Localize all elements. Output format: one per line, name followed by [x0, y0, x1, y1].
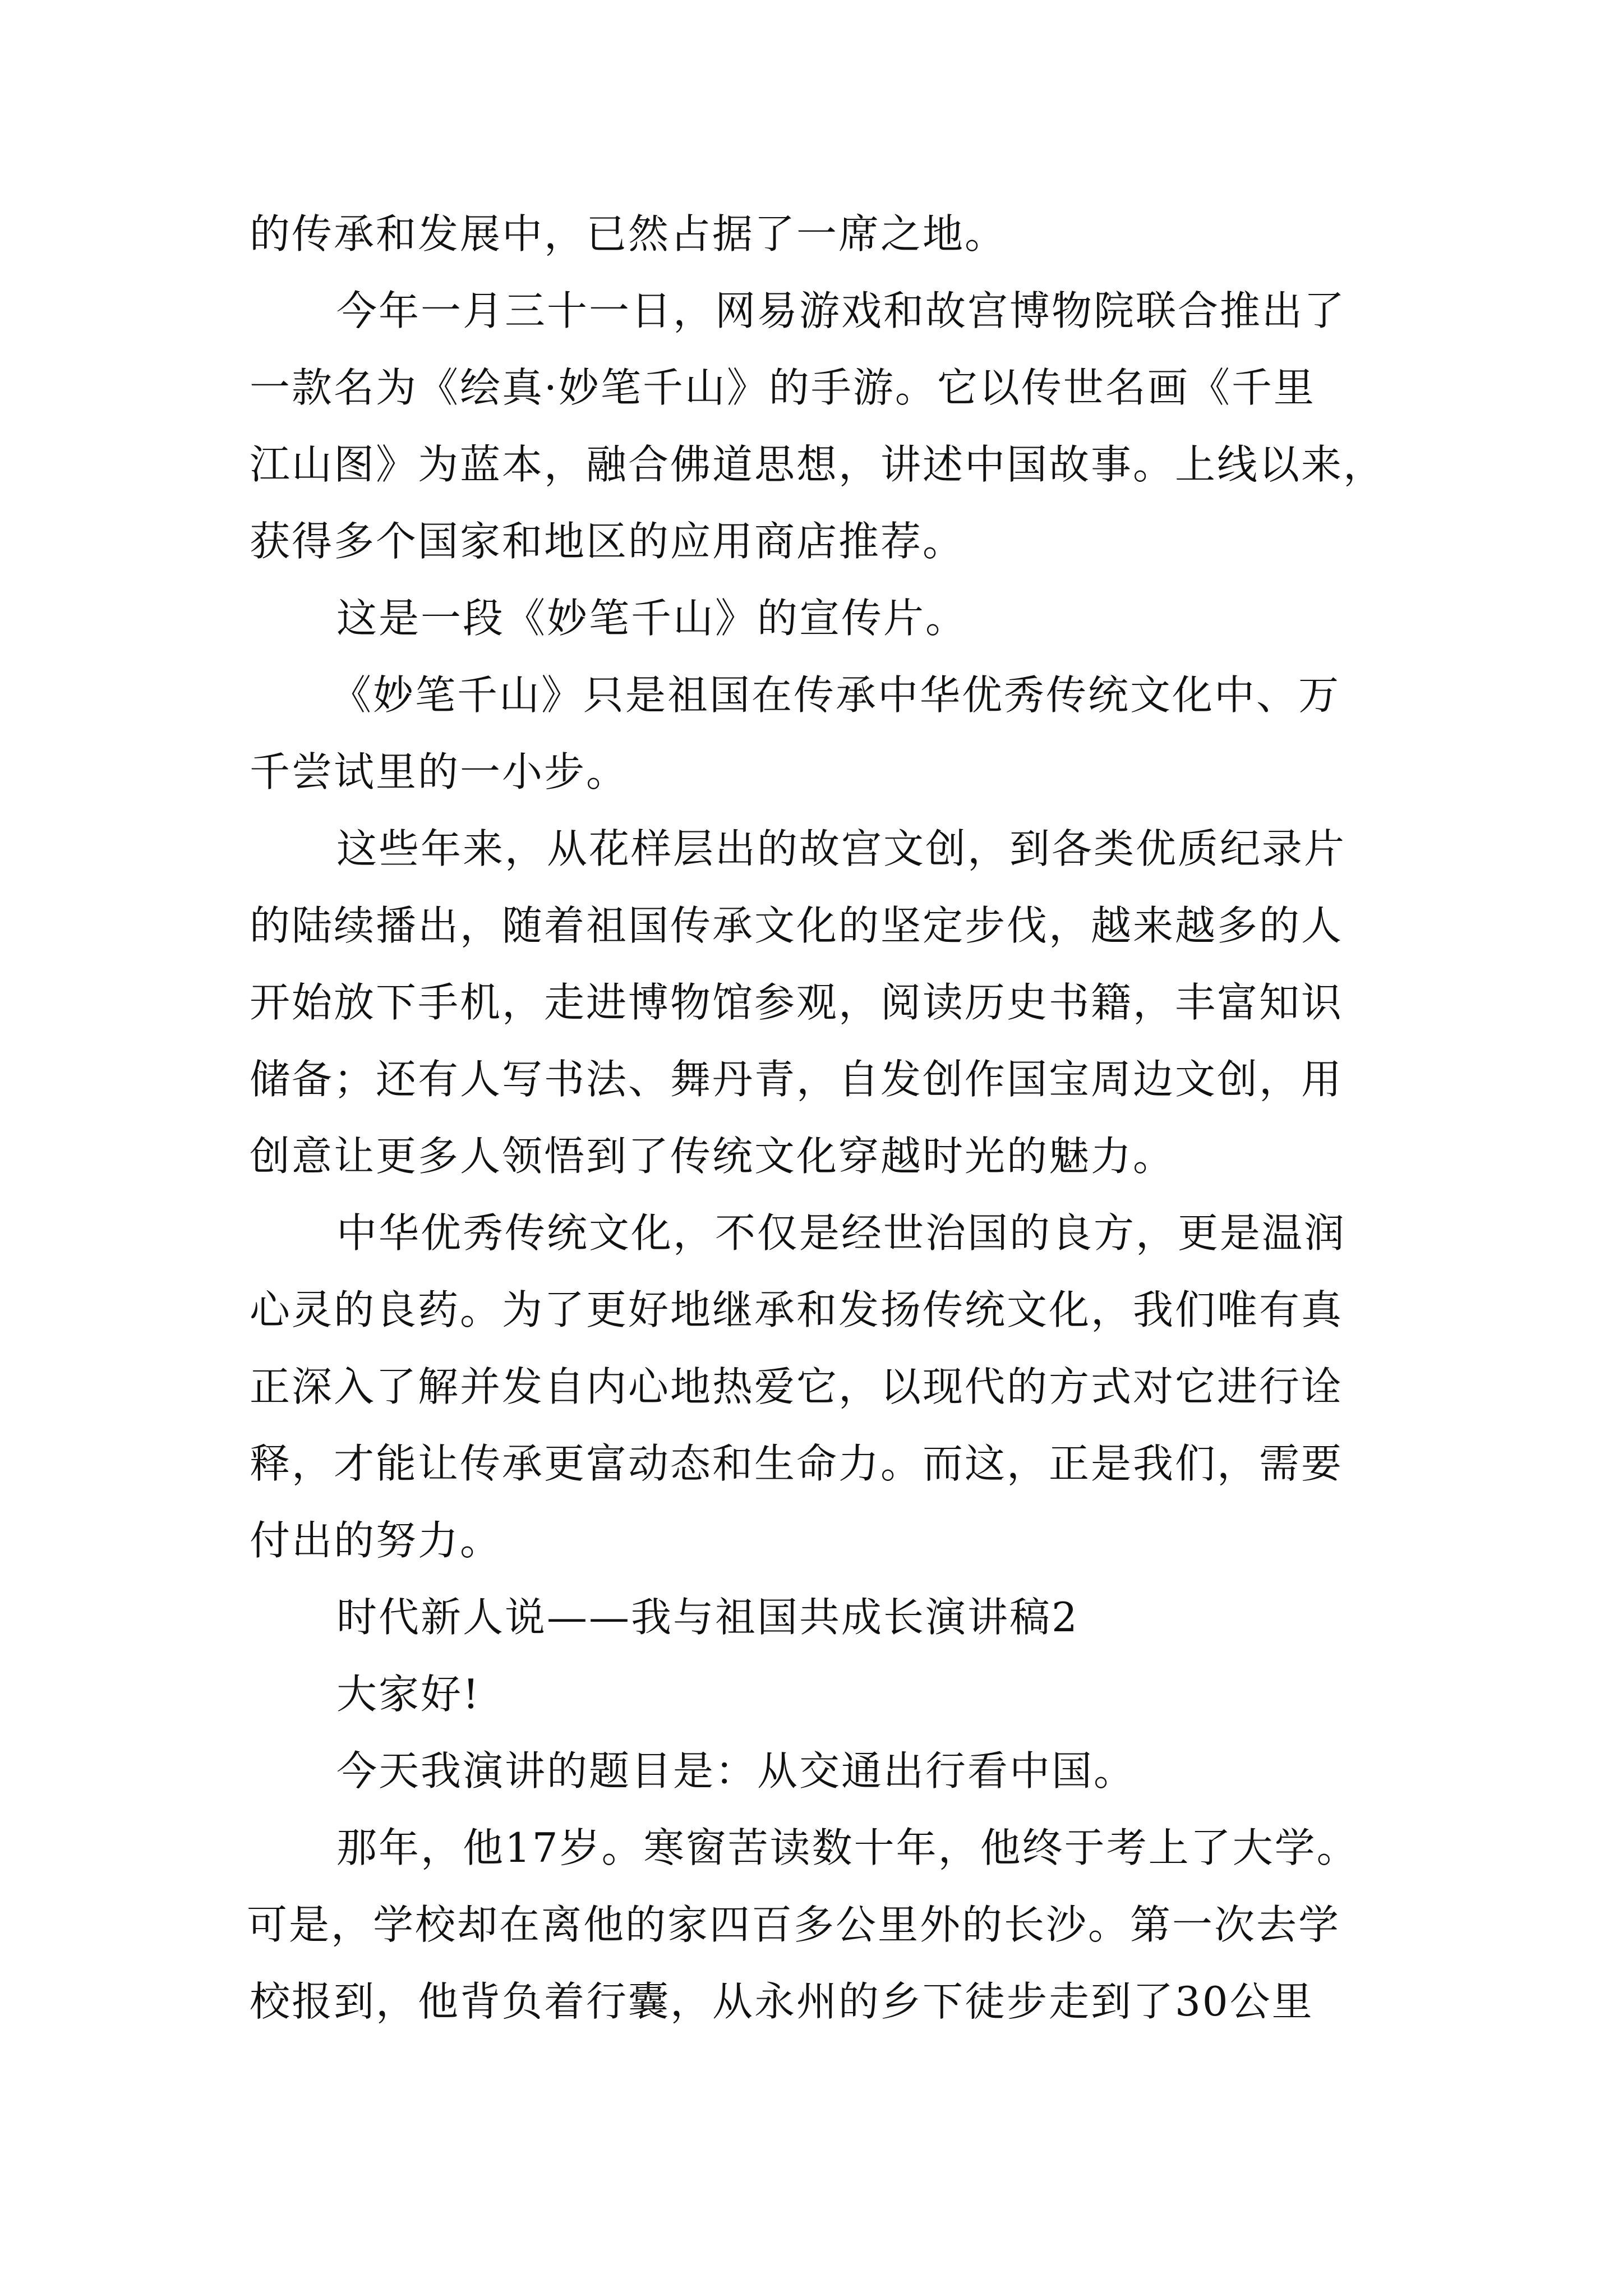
text-line-12: 储备；还有人写书法、舞丹青，自发创作国宝周边文创，用: [250, 1056, 1344, 1103]
section-heading: 时代新人说——我与祖国共成长演讲稿2: [336, 1594, 1079, 1641]
text-line-8: 千尝试里的一小步。: [250, 748, 629, 795]
text-line-10: 的陆续播出，随着祖国传承文化的坚定步伐，越来越多的人: [250, 902, 1344, 949]
text-line-17: 释，才能让传承更富动态和生命力。而这，正是我们，需要: [250, 1440, 1344, 1487]
text-line-22: 那年，他17岁。寒窗苦读数十年，他终于考上了大学。: [336, 1824, 1359, 1871]
greeting-line: 大家好!: [336, 1671, 481, 1718]
text-line-5: 获得多个国家和地区的应用商店推荐。: [250, 518, 965, 565]
text-line-2: 今年一月三十一日，网易游戏和故宫博物院联合推出了: [336, 287, 1347, 334]
text-line-14: 中华优秀传统文化，不仅是经世治国的良方，更是温润: [336, 1209, 1347, 1257]
text-line-18: 付出的努力。: [250, 1517, 502, 1564]
text-line-3: 一款名为《绘真·妙笔千山》的手游。它以传世名画《千里: [250, 364, 1316, 411]
text-line-4: 江山图》为蓝本，融合佛道思想，讲述中国故事。上线以来，: [250, 441, 1386, 488]
text-line-23: 可是，学校却在离他的家四百多公里外的长沙。第一次去学: [247, 1901, 1341, 1948]
text-line-15: 心灵的良药。为了更好地继承和发扬传统文化，我们唯有真: [250, 1286, 1344, 1333]
text-line-16: 正深入了解并发自内心地热爱它，以现代的方式对它进行诠: [250, 1363, 1344, 1410]
text-line-1: 的传承和发展中，已然占据了一席之地。: [250, 210, 1007, 257]
text-line-6: 这是一段《妙笔千山》的宣传片。: [336, 595, 968, 642]
text-line-13: 创意让更多人领悟到了传统文化穿越时光的魅力。: [250, 1133, 1175, 1180]
text-line-7: 《妙笔千山》只是祖国在传承中华优秀传统文化中、万: [331, 671, 1341, 719]
text-line-9: 这些年来，从花样层出的故宫文创，到各类优质纪录片: [336, 825, 1347, 872]
text-line-11: 开始放下手机，走进博物馆参观，阅读历史书籍，丰富知识: [250, 979, 1344, 1026]
text-line-24: 校报到，他背负着行囊，从永州的乡下徒步走到了30公里: [250, 1978, 1314, 2025]
topic-line: 今天我演讲的题目是：从交通出行看中国。: [336, 1747, 1136, 1795]
